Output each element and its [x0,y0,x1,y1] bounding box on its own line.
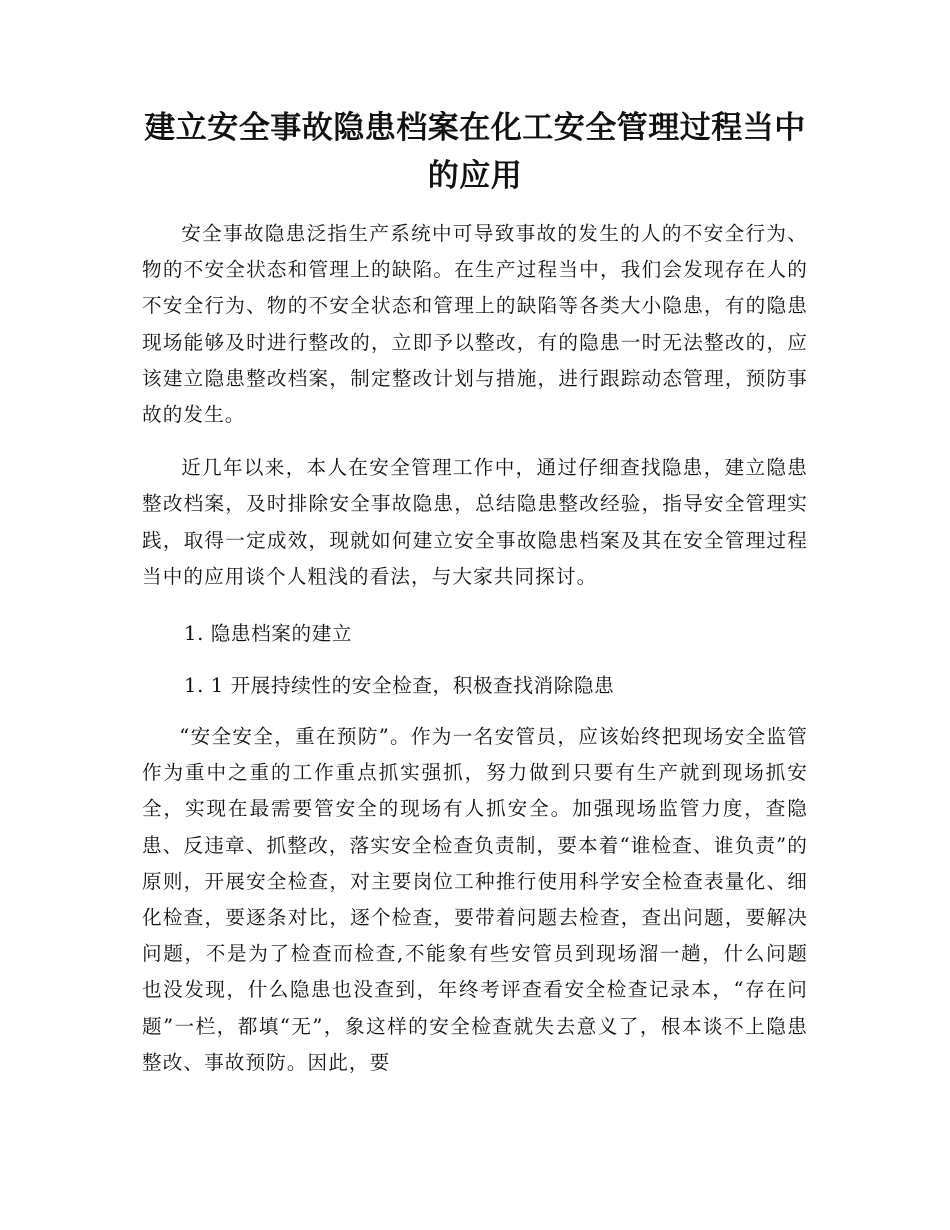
section-heading-1-1: 1. 1 开展持续性的安全检查，积极查找消除隐患 [184,674,615,698]
document-page [142,0,808,1081]
section-heading-1: 1. 隐患档案的建立 [184,622,353,646]
document-title: 建立安全事故隐患档案在化工安全管理过程当中的应用 [144,110,806,194]
background-paragraph: 近几年以来，本人在安全管理工作中，通过仔细查找隐患，建立隐患整改档案，及时排除安全事故隐患，总结隐患整改经验，指导安全管理实践，取得一定成效，现就如何建立安全事故隐患档案及其在安全管理过程当中的应用谈个人粗浅的看法，与大家共同探讨。 [142,456,808,588]
intro-paragraph: 安全事故隐患泛指生产系统中可导致事故的发生的人的不安全行为、物的不安全状态和管理上的缺陷。在生产过程当中，我们会发现存在人的不安全行为、物的不安全状态和管理上的缺陷等各类大小隐患，有的隐患现场能够及时进行整改的，立即予以整改，有的隐患一时无法整改的，应该建立隐患整改档案，制定整改计划与措施，进行跟踪动态管理，预防事故的发生。 [142,222,808,427]
section-1-1-body-paragraph: “安全安全，重在预防”。作为一名安管员，应该始终把现场安全监管作为重中之重的工作重点抓实强抓，努力做到只要有生产就到现场抓安全，实现在最需要管安全的现场有人抓安全。加强现场监管力度，查隐患、反违章、抓整改，落实安全检查负责制，要本着“谁检查、谁负责”的原则，开展安全检查，对主要岗位工种推行使用科学安全检查表量化、细化检查，要逐条对比，逐个检查，要带着问题去检查，查出问题，要解决问题，不是为了检查而检查,不能象有些安管员到现场溜一趟，什么问题也没发现，什么隐患也没查到，年终考评查看安全检查记录本，“存在问题”一栏，都填“无”，象这样的安全检查就失去意义了，根本谈不上隐患整改、事故预防。因此，要 [142,725,808,1074]
